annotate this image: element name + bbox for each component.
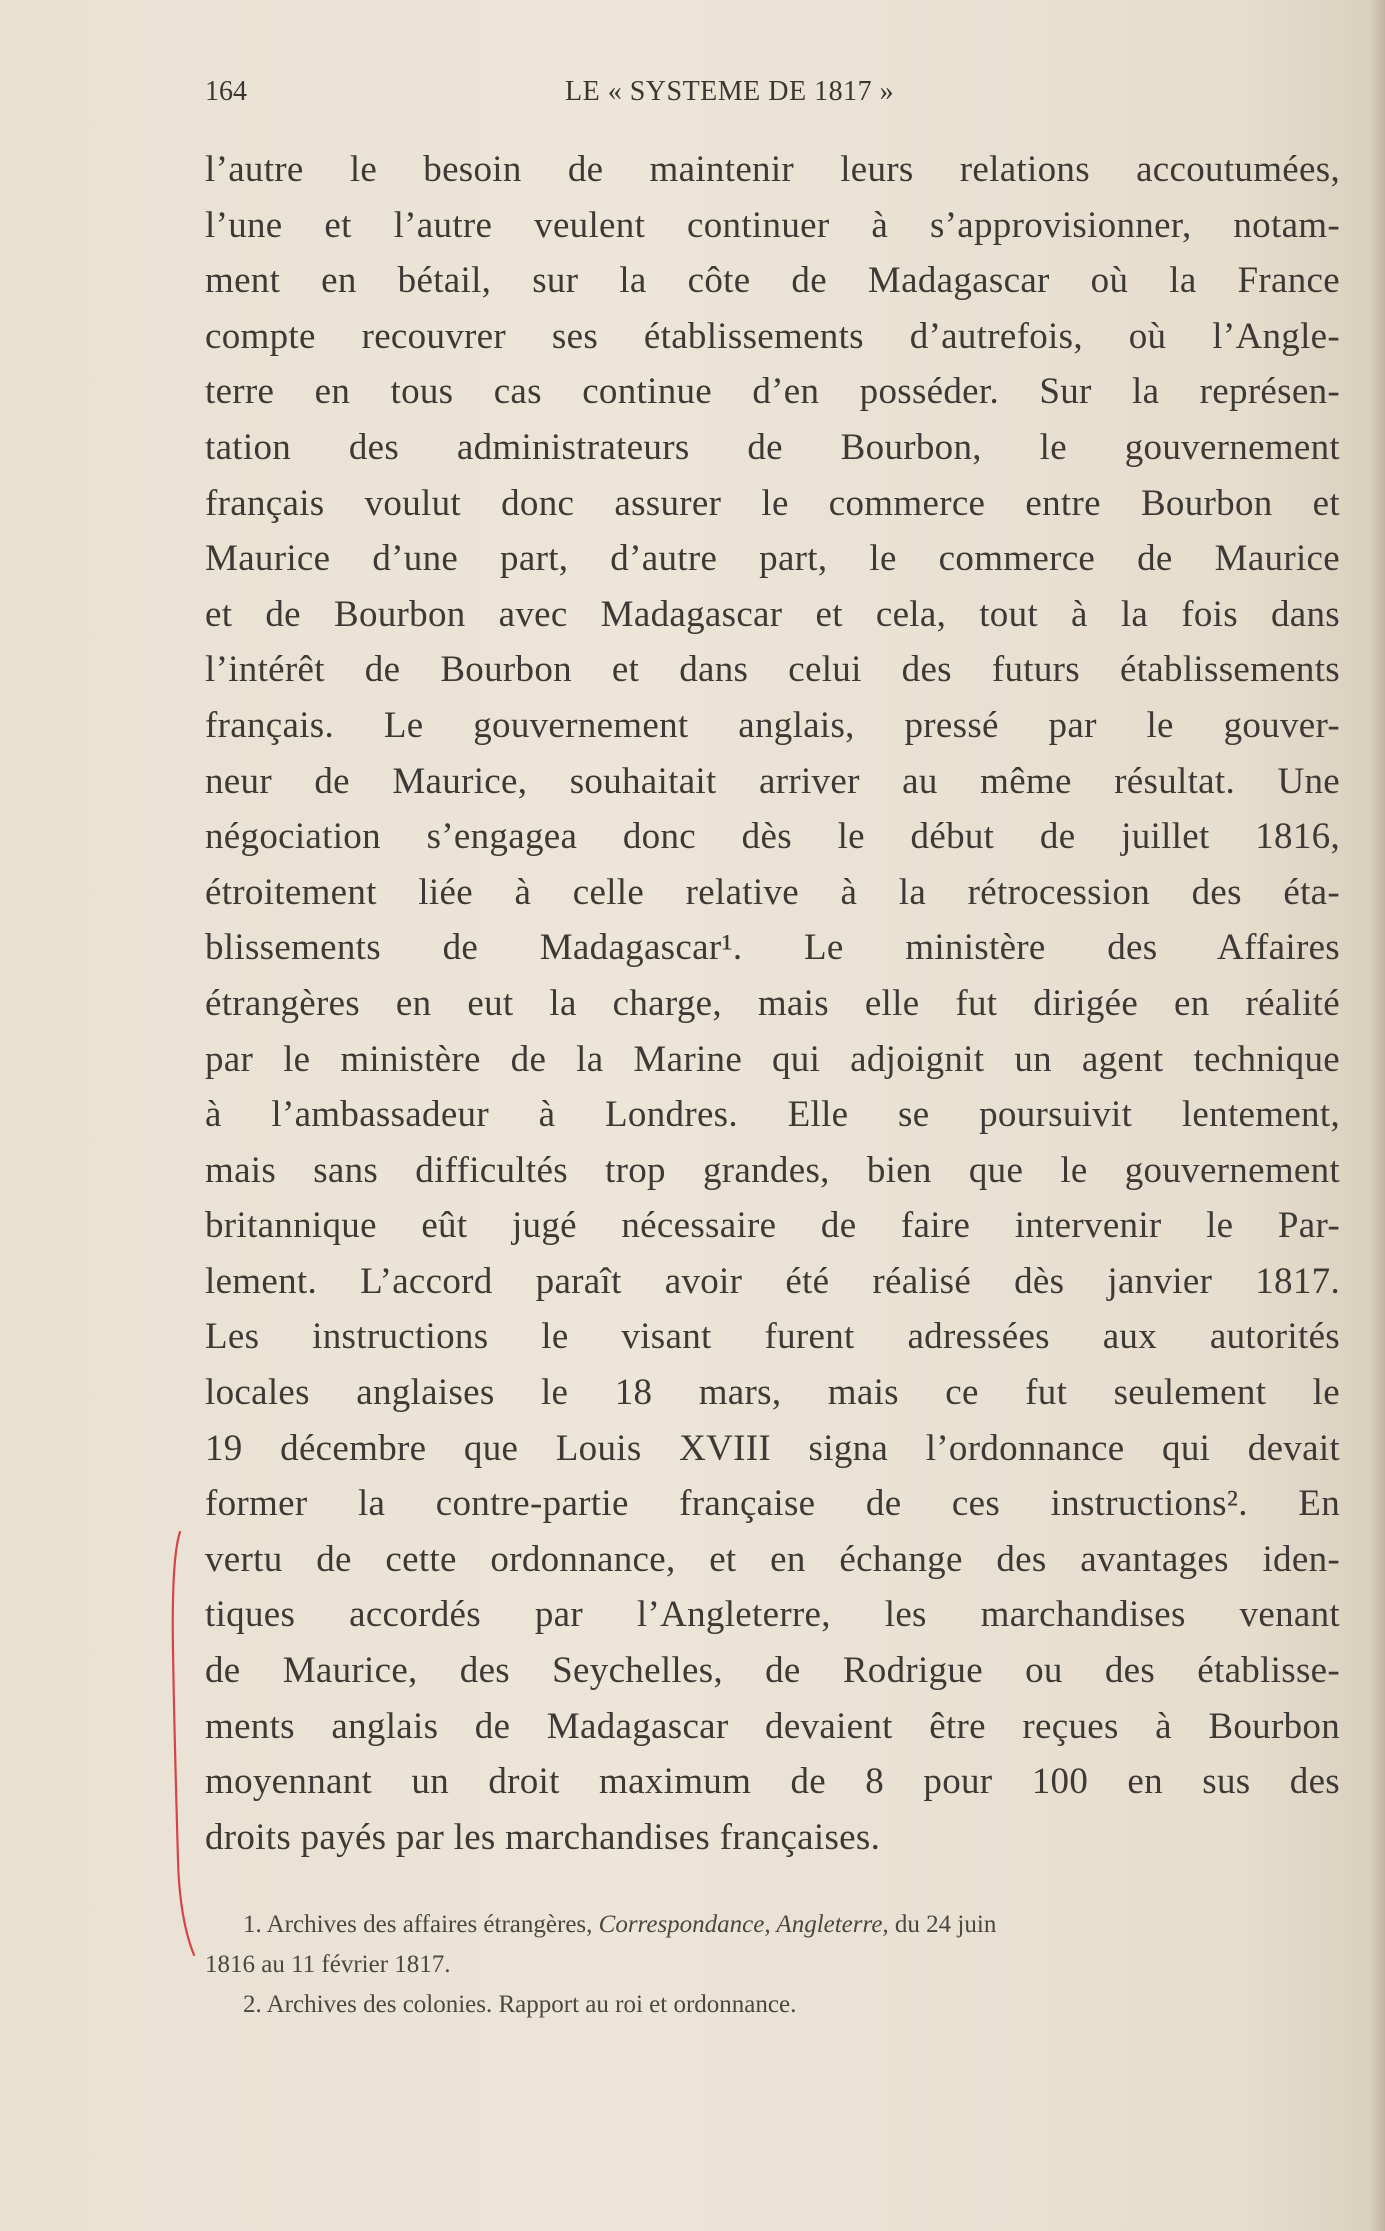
running-header: [205, 76, 1335, 116]
body-line: tiques accordés par l’Angleterre, les marchandises venant: [205, 1594, 1340, 1636]
body-line: Maurice d’une part, d’autre part, le commerce de Maurice: [205, 538, 1340, 580]
body-text: [205, 142, 1340, 1865]
footnote-1-number: 1.: [243, 1911, 262, 1938]
body-line: compte recouvrer ses établissements d’autrefois, où l’Angle-: [205, 315, 1340, 357]
footnote-1-italic: Correspondance, Angleterre,: [598, 1911, 889, 1938]
body-line: terre en tous cas continue d’en posséder. Sur la représen-: [205, 371, 1340, 413]
body-line: étroitement liée à celle relative à la rétrocession des éta-: [205, 871, 1340, 913]
footnote-1-continuation: 1816 au 11 février 1817.: [205, 1951, 451, 1978]
body-line: vertu de cette ordonnance, et en échange des avantages iden-: [205, 1538, 1340, 1580]
page-edge-shadow: [1369, 0, 1385, 2231]
body-line: l’autre le besoin de maintenir leurs relations accoutumées,: [205, 149, 1340, 190]
body-line: français voulut donc assurer le commerce entre Bourbon et: [205, 482, 1340, 524]
body-line: l’une et l’autre veulent continuer à s’approvisionner, notam-: [205, 204, 1340, 246]
body-line: locales anglaises le 18 mars, mais ce fut seulement le: [205, 1372, 1340, 1414]
footnote-1-text-b: du 24 juin: [894, 1911, 997, 1938]
body-line: mais sans difficultés trop grandes, bien que le gouvernement: [205, 1149, 1340, 1191]
body-line: 19 décembre que Louis XVIII signa l’ordonnance qui devait: [205, 1427, 1340, 1469]
body-line: et de Bourbon avec Madagascar et cela, tout à la fois dans: [205, 593, 1340, 635]
body-line: blissements de Madagascar¹. Le ministère des Affaires: [205, 927, 1340, 969]
body-line: négociation s’engagea donc dès le début de juillet 1816,: [205, 816, 1340, 858]
body-line: neur de Maurice, souhaitait arriver au même résultat. Une: [205, 760, 1340, 802]
footnotes: [205, 1905, 1340, 2025]
body-line: tation des administrateurs de Bourbon, le gouvernement: [205, 426, 1340, 468]
body-line: lement. L’accord paraît avoir été réalisé dès janvier 1817.: [205, 1260, 1340, 1302]
running-title: LE « SYSTEME DE 1817 »: [565, 76, 895, 107]
page-number: 164: [205, 76, 247, 107]
body-line: étrangères en eut la charge, mais elle fut dirigée en réalité: [205, 982, 1340, 1024]
body-line: à l’ambassadeur à Londres. Elle se poursuivit lentement,: [205, 1094, 1340, 1136]
footnote-1: [205, 1905, 1340, 1945]
footnote-1-text-a: Archives des affaires étrangères,: [266, 1911, 593, 1938]
body-line: de Maurice, des Seychelles, de Rodrigue ou des établisse-: [205, 1650, 1340, 1692]
body-line: droits payés par les marchandises françaises.: [205, 1816, 881, 1858]
body-line: l’intérêt de Bourbon et dans celui des futurs établissements: [205, 649, 1340, 691]
body-line: ments anglais de Madagascar devaient être reçues à Bourbon: [205, 1705, 1340, 1747]
body-line: Les instructions le visant furent adressées aux autorités: [205, 1316, 1340, 1358]
body-line: ment en bétail, sur la côte de Madagascar où la France: [205, 260, 1340, 302]
footnote-2: [205, 1985, 1340, 2025]
body-line: former la contre-partie française de ces instructions². En: [205, 1483, 1340, 1525]
body-line: par le ministère de la Marine qui adjoignit un agent technique: [205, 1038, 1340, 1080]
body-line: moyennant un droit maximum de 8 pour 100 en sus des: [205, 1761, 1340, 1803]
body-line: français. Le gouvernement anglais, pressé par le gouver-: [205, 704, 1340, 746]
footnote-2-number: 2.: [243, 1991, 262, 2018]
footnote-2-text: Archives des colonies. Rapport au roi et ordonnance.: [266, 1991, 797, 2018]
body-line: britannique eût jugé nécessaire de faire intervenir le Par-: [205, 1205, 1340, 1247]
